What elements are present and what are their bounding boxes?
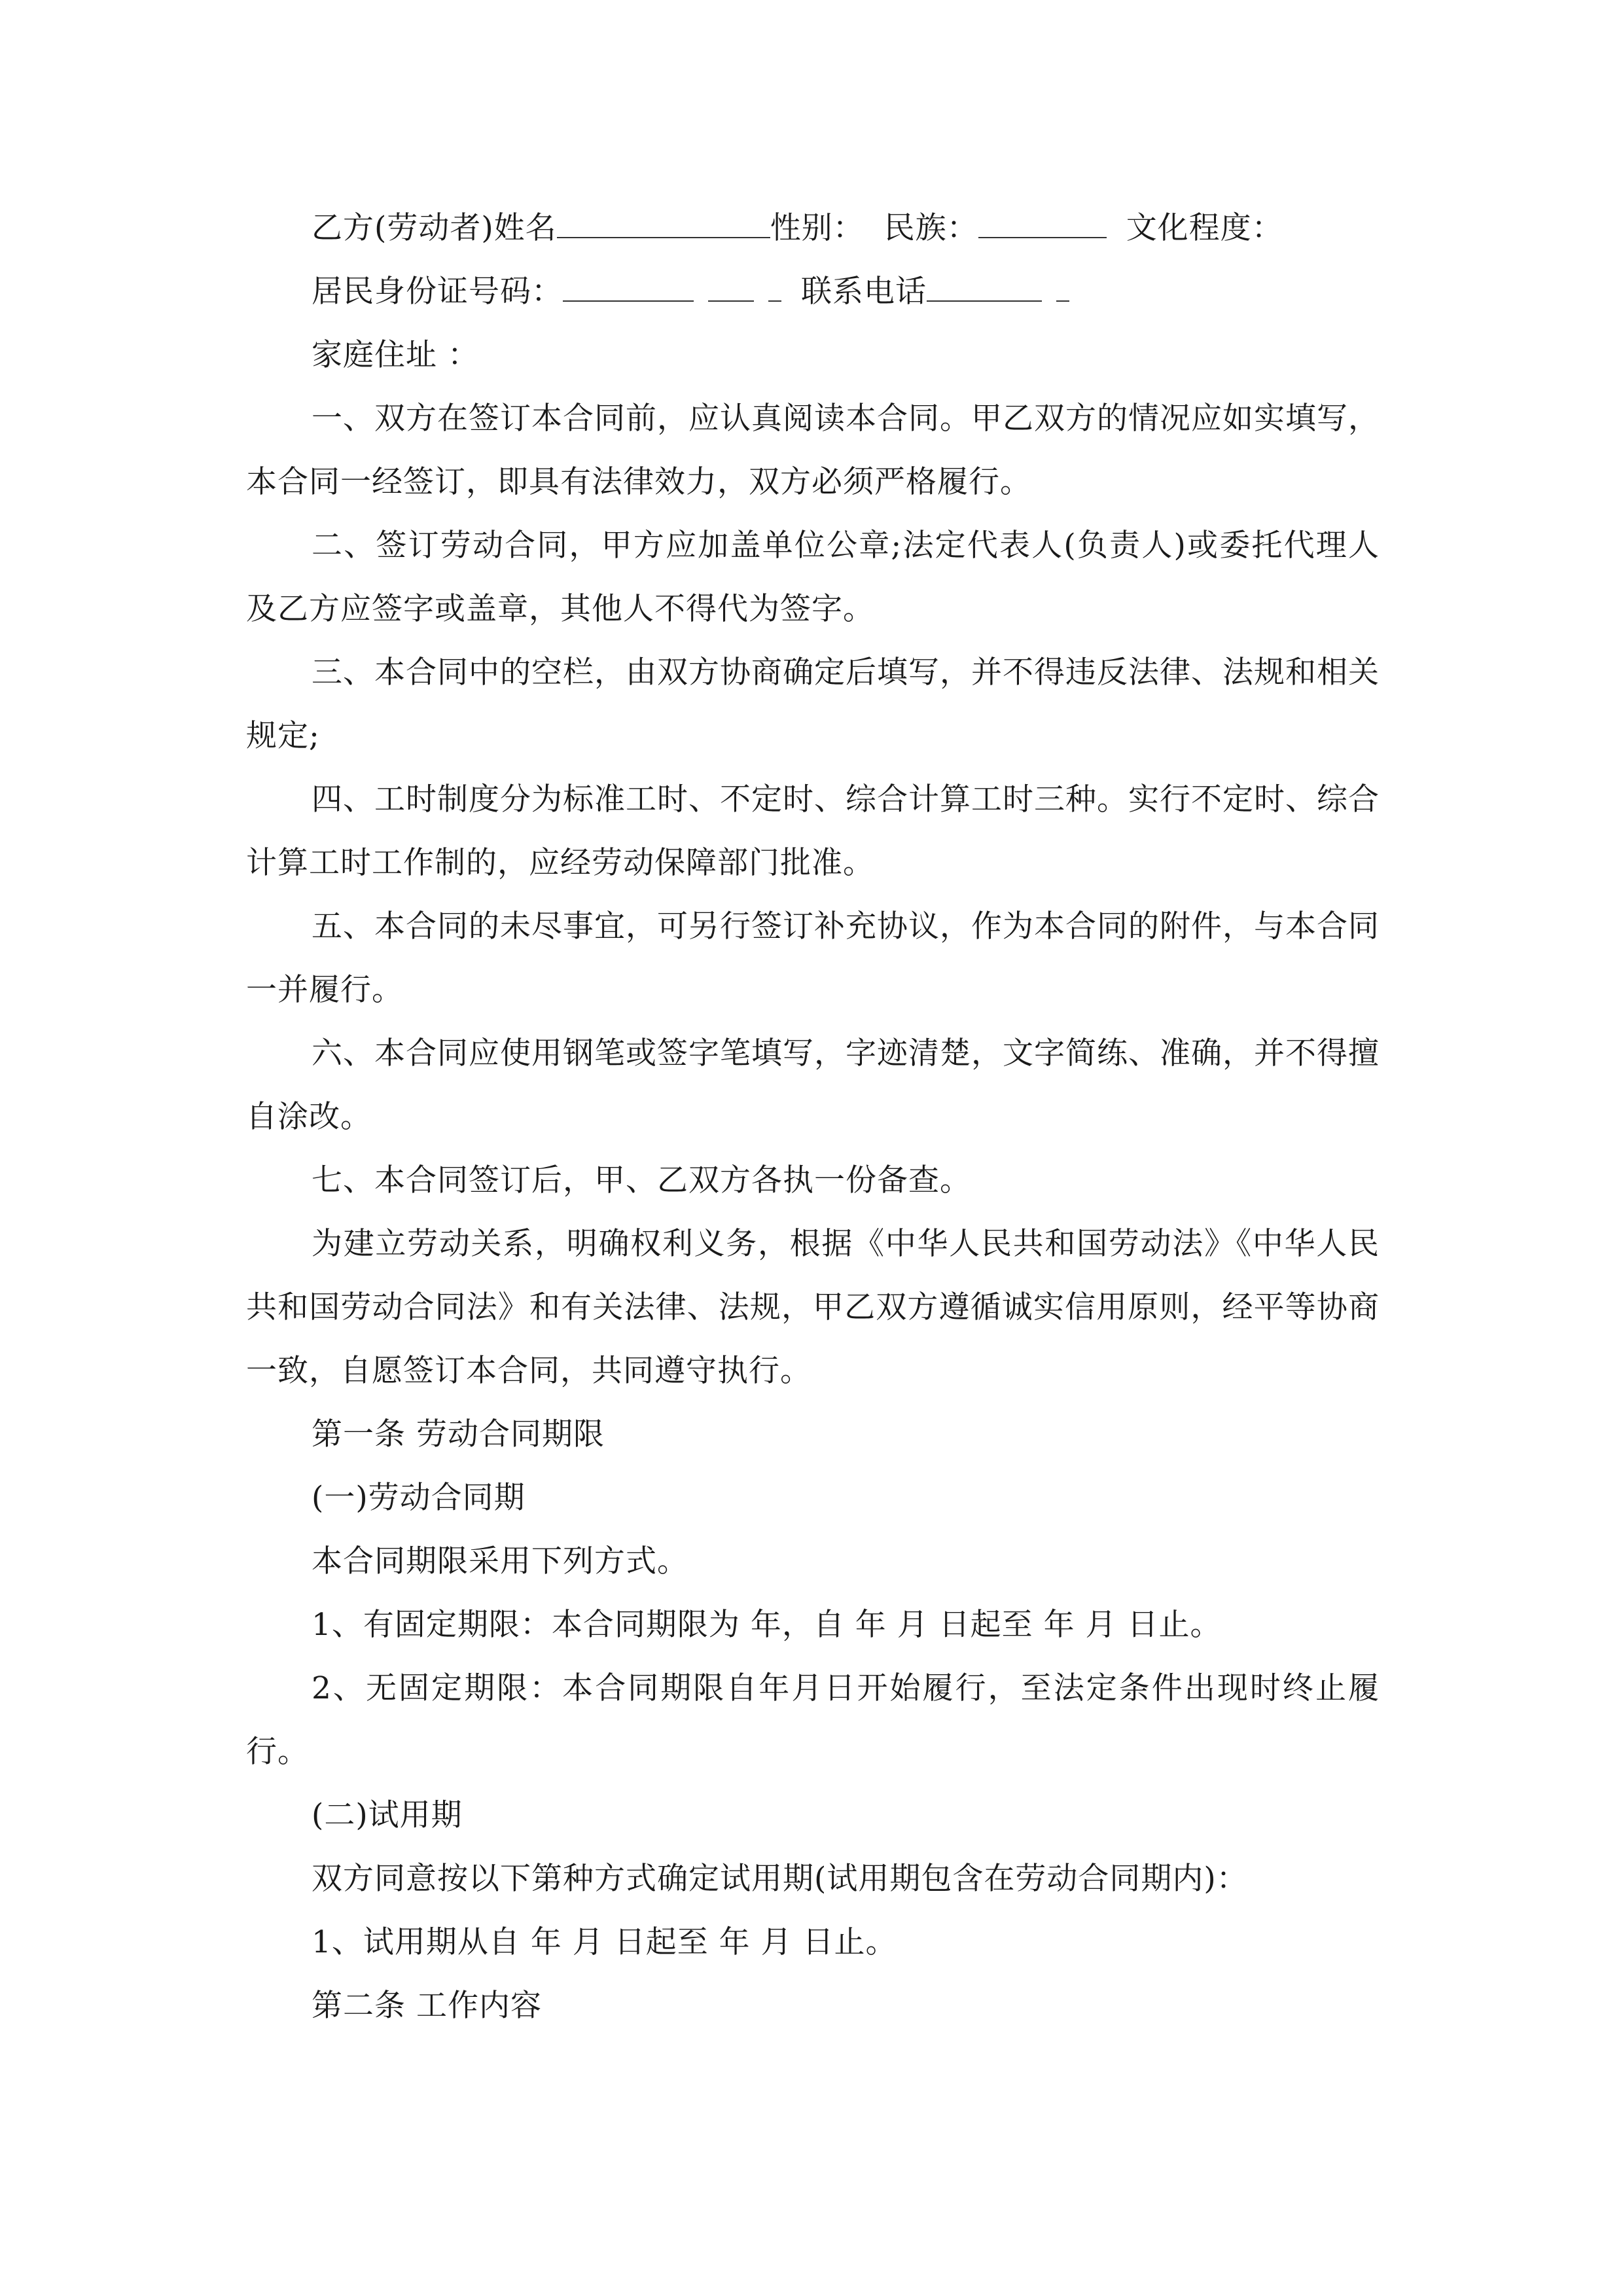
address-line (246, 323, 1380, 387)
ethnicity-blank (978, 207, 1107, 238)
article-1-sub2-item-1: 1、试用期从自 年 月 日起至 年 月 日止。 (312, 1924, 897, 1960)
preamble: 为建立劳动关系，明确权利义务，根据《中华人民共和国劳动法》《中华人民共和国劳动合同法》和有关法律、法规，甲乙双方遵循诚实信用原则，经平等协商一致，自愿签订本合同，共同遵守执行。 (246, 1226, 1380, 1389)
note-3: 三、本合同中的空栏，由双方协商确定后填写，并不得违反法律、法规和相关规定; (246, 655, 1380, 754)
article-1-item-1: 1、有固定期限：本合同期限为 年，自 年 月 日起至 年 月 日止。 (312, 1607, 1222, 1643)
article-1-title: 第一条 劳动合同期限 (312, 1416, 605, 1452)
phone-label: 联系电话 (801, 274, 927, 310)
name-label: 乙方(劳动者)姓名 (312, 210, 557, 246)
note-7: 七、本合同签订后，甲、乙双方各执一份备查。 (312, 1162, 971, 1198)
note-5: 五、本合同的未尽事宜，可另行签订补充协议，作为本合同的附件，与本合同一并履行。 (246, 908, 1380, 1008)
note-2: 二、签订劳动合同，甲方应加盖单位公章;法定代表人(负责人)或委托代理人及乙方应签字或盖章，其他人不得代为签字。 (246, 528, 1380, 627)
article-1-sub1-title: (一)劳动合同期 (312, 1480, 526, 1516)
address-label: 家庭住址 ： (312, 337, 479, 373)
note-1: 一、双方在签订本合同前，应认真阅读本合同。甲乙双方的情况应如实填写，本合同一经签订，即具有法律效力，双方必须严格履行。 (246, 401, 1380, 500)
phone-blank-1 (927, 270, 1042, 302)
id-blank-3 (768, 270, 781, 302)
name-blank (557, 207, 770, 238)
phone-blank-2 (1056, 270, 1069, 302)
worker-info-line (246, 196, 1380, 260)
id-blank-2 (708, 270, 754, 302)
id-label: 居民身份证号码： (312, 274, 563, 310)
ethnicity-label: 民族： (883, 210, 978, 246)
article-1-item-2: 2、无固定期限：本合同期限自年月日开始履行，至法定条件出现时终止履行。 (246, 1670, 1380, 1770)
id-phone-line (246, 260, 1380, 323)
gender-label: 性别： (770, 210, 865, 246)
education-label: 文化程度： (1126, 210, 1283, 246)
note-6: 六、本合同应使用钢笔或签字笔填写，字迹清楚，文字简练、准确，并不得擅自涂改。 (246, 1035, 1380, 1135)
article-1-sub1-intro: 本合同期限采用下列方式。 (312, 1543, 688, 1579)
article-2-title: 第二条 工作内容 (312, 1988, 542, 2024)
article-1-sub2-intro: 双方同意按以下第种方式确定试用期(试用期包含在劳动合同期内)： (312, 1861, 1248, 1897)
article-1-sub2-title: (二)试用期 (312, 1797, 463, 1833)
contract-page (246, 196, 1380, 2037)
id-blank-1 (563, 270, 694, 302)
note-4: 四、工时制度分为标准工时、不定时、综合计算工时三种。实行不定时、综合计算工时工作制的，应经劳动保障部门批准。 (246, 781, 1380, 881)
